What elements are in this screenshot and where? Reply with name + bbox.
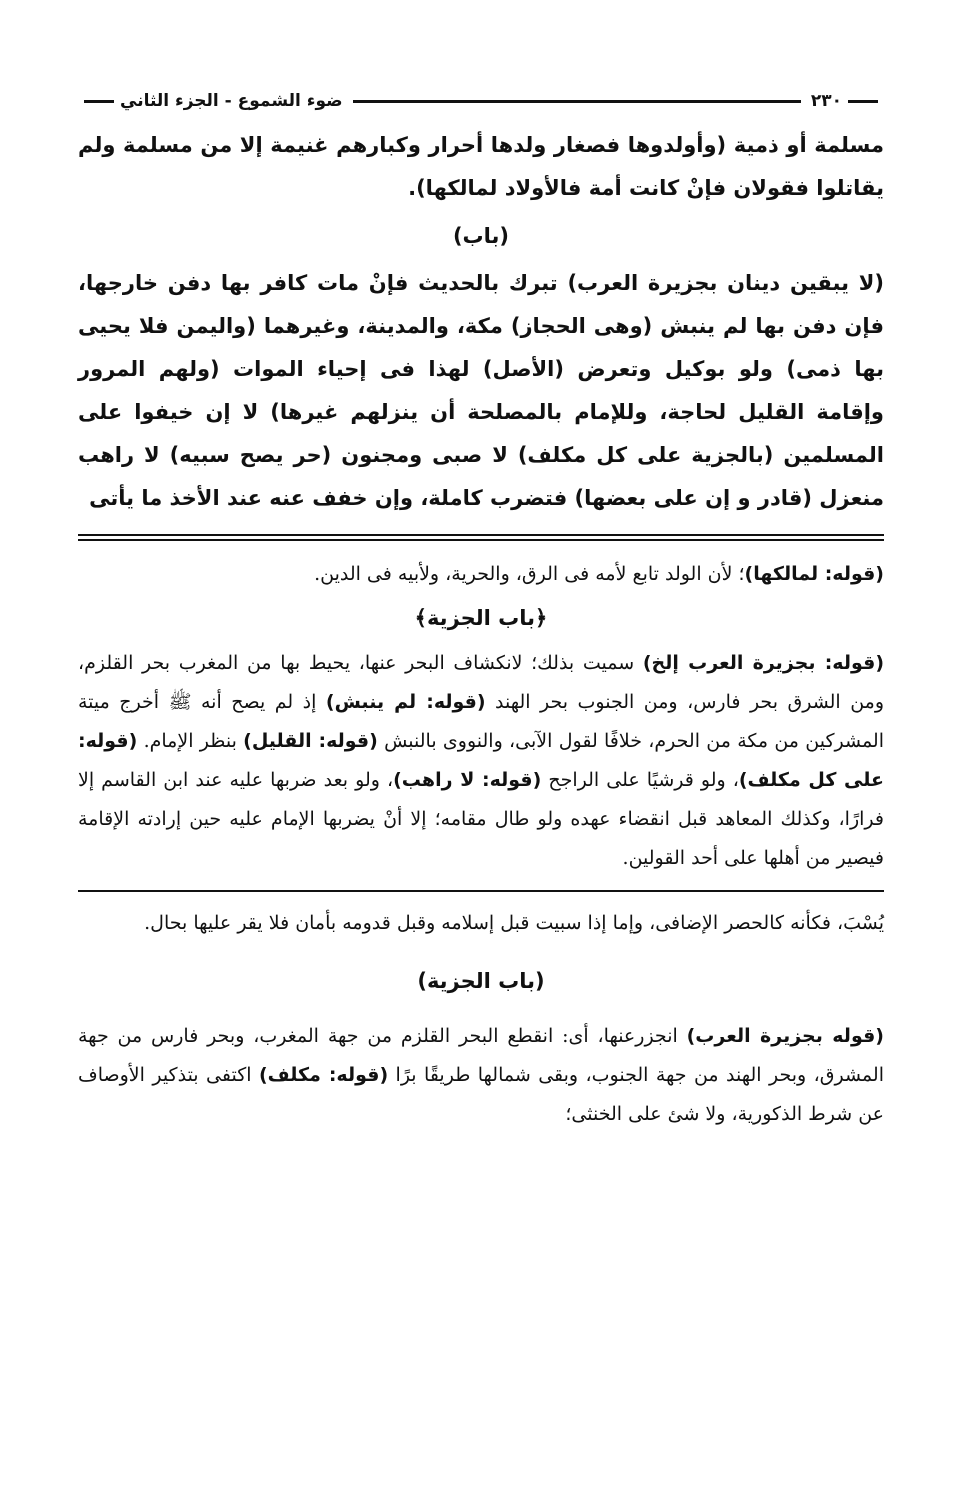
hashiya-text-1: انجزرعنها، أى: انقطع البحر القلزم من جهة المغرب، وبحر فارس من جهة المشرق، وبحر الهند من جهة الجنوب، وبقى شمالها طريقًا برًا — [78, 1025, 884, 1086]
sharh-heading-bab-al-jizya: ﴿باب الجزية﴾ — [414, 606, 548, 630]
sharh-text-4: بنظر الإمام. — [137, 730, 244, 752]
sharh-text-3: إذ لم يصح أنه ﷺ أخرج ميتة المشركين من مكة من الحرم، خلافًا لقول الآبى، والنووى بالنبش — [78, 691, 884, 752]
page-number: ٢٣٠ — [810, 91, 842, 111]
header-dash-right — [848, 100, 878, 103]
sharh-qawluh-lam-yunbash: (قوله: لم ينبش) — [325, 691, 486, 713]
sharh-paragraph-1 — [78, 555, 884, 594]
hashiya-text-2: اكتفى بتذكير الأوصاف عن شرط الذكورية، ولا شئ على الخنثى؛ — [78, 1064, 884, 1125]
sharh-text-6: ، ولو بعد ضربها عليه عند ابن القاسم إلا فرارًا، وكذلك المعاهد قبل انقضاء عهده ولو طال مقامه؛ إلا أنْ يضربها الإمام عليه حين إرادته الإقامة فيصير من أهلها على أحد القولين. — [78, 769, 884, 869]
hashiya-qawluh-jazirat-al-arab: (قوله بجزيرة العرب) — [686, 1025, 884, 1047]
hashiya-qawluh-mukallaf: (قوله: مكلف) — [258, 1064, 389, 1086]
header-dash-left — [84, 100, 114, 103]
matn-paragraph-1: مسلمة أو ذمية (وأولدوها فصغار ولدها أحرار وكبارهم غنيمة إلا من مسلمة ولم يقاتلوا فقولان فإنْ كانت أمة فالأولاد لمالكها). — [78, 133, 884, 200]
sharh-qawluh-ala-kull-mukallaf: (قوله: على كل مكلف) — [78, 730, 884, 791]
sharh-qawluh-al-qalil: (قوله: القليل) — [243, 730, 378, 752]
sharh-text-2: سميت بذلك؛ لانكشاف البحر عنها، يحيط بها من المغرب بحر القلزم، ومن الشرق بحر فارس، ومن الجنوب بحر الهند — [78, 652, 885, 713]
sharh-qawluh-la-rahib: (قوله: لا راهب) — [393, 769, 542, 791]
sharh-separator-rule — [78, 890, 884, 892]
sharh-qawluh-jazirat-al-arab: (قوله: بجزيرة العرب إلخ) — [642, 652, 885, 674]
running-header — [78, 84, 884, 118]
sharh-text-5: ، ولو قرشيًا على الراجح — [541, 769, 739, 791]
matn-heading-bab: (باب) — [452, 224, 510, 248]
matn-separator-double-rule — [78, 534, 884, 541]
sharh-text-1: ؛ لأن الولد تابع لأمه فى الرق، والحرية، ولأبيه فى الدين. — [314, 563, 745, 585]
sharh-paragraph-2 — [78, 644, 884, 878]
hashiya-paragraph-1: يُسْبَ، فكأنه كالحصر الإضافى، وإما إذا سبيت قبل إسلامه وقبل قدومه بأمان فلا يقر عليها بحال. — [144, 912, 884, 934]
running-title: ضوء الشموع - الجزء الثاني — [120, 91, 343, 111]
book-page — [78, 84, 884, 1464]
header-rule — [353, 100, 801, 103]
sharh-qawluh-limalikiha: (قوله: لمالكها) — [744, 563, 884, 585]
hashiya-paragraph-2 — [78, 1017, 884, 1134]
matn-paragraph-2: (لا يبقين دينان بجزيرة العرب) تبرك بالحديث فإنْ مات كافر بها دفن خارجها، فإن دفن بها لم ينبش (وهى الحجاز) مكة، والمدينة، وغيرهما (واليمن فلا يحيى بها ذمى) ولو بوكيل وتعرض (الأصل) لهذا فى إحياء الموات (ولهم المرور وإقامة القليل لحاجة، وللإمام بالمصلحة أن ينزلهم غيرها) لا إن خيفوا على المسلمين (بالجزية على كل مكلف) لا صبى ومجنون (حر يصح سبيه) لا راهب منعزل (قادر و إن على بعضها) فتضرب كاملة، وإن خفف عنه عند الأخذ ما يأتى — [78, 271, 884, 510]
hashiya-heading-bab-al-jizya: (باب الجزية) — [417, 969, 545, 993]
